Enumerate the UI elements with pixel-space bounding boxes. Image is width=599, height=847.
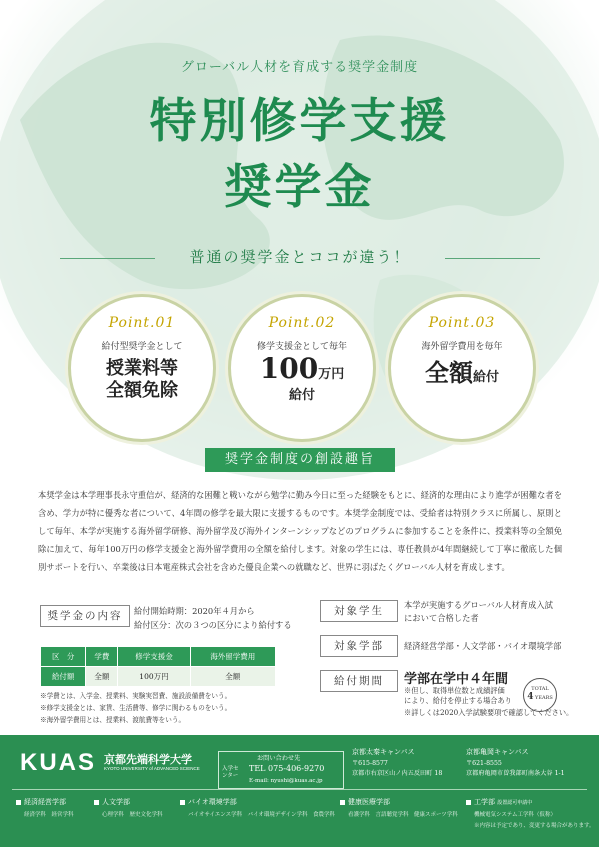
subtitle: グローバル人材を育成する奨学金制度	[180, 60, 419, 75]
point-highlight-2: 全額免除	[106, 380, 178, 401]
contact-title: お問い合わせ先	[257, 755, 301, 762]
tagline: 普通の奨学金とココが違う！	[189, 248, 411, 266]
content-label: 奨学金の内容	[40, 605, 130, 627]
dept-economics	[16, 797, 66, 807]
point-circle-02	[228, 294, 376, 442]
note-line: ※修学支援金とは、家賃、生活費等、修学に関わるものをいう。	[40, 704, 232, 712]
contact-tel: TEL 075-406-9270	[249, 764, 325, 773]
tagline-right-rule	[445, 258, 540, 259]
dept-engineering-sub: 機械電気システム工学科（仮称）	[474, 812, 556, 818]
table-row-label: 給付額	[41, 667, 86, 687]
dept-engineering	[466, 797, 532, 807]
table-header-cell: 学費	[86, 647, 118, 667]
campus1-zip: 〒615-8577	[352, 760, 388, 767]
point-highlight	[391, 358, 533, 388]
dept-name: 経済経営学部	[24, 798, 66, 806]
page-title-line1: 特別修学支援	[149, 94, 450, 149]
campus2-name: 京都亀岡キャンパス	[466, 748, 529, 756]
dept-bio-sub: バイオサイエンス学科 バイオ環境デザイン学科 食農学科	[188, 812, 336, 818]
point-highlight: 授業料等	[106, 358, 178, 379]
dept-name: 工学部	[474, 798, 495, 806]
content-division: 給付区分：次の３つの区分により給付する	[134, 620, 292, 630]
period-main: 学部在学中４年間	[404, 672, 509, 687]
period-note-1: ※但し、取得単位数と成績評価	[404, 686, 505, 695]
point-amount-unit: 万円	[318, 367, 345, 382]
point-caption: 給付型奨学金として	[101, 342, 183, 352]
table-header-row	[41, 647, 276, 667]
dept-name: 人文学部	[102, 798, 130, 806]
university-name-en: KYOTO UNIVERSITY of ADVANCED SCIENCE	[104, 766, 200, 771]
table-cell: 全額	[190, 667, 275, 687]
dept-health-sub: 看護学科 言語聴覚学科 健康スポーツ学科	[348, 812, 458, 818]
notes	[40, 690, 290, 726]
content-start: 給付開始時期：2020年４月から	[134, 606, 255, 616]
footer	[0, 735, 599, 847]
badge-number: 4	[527, 692, 534, 702]
point-caption: 海外留学費用を毎年	[421, 342, 503, 352]
campus1-name: 京都太秦キャンパス	[352, 748, 415, 756]
target-students-text-2: において合格した者	[404, 613, 479, 623]
table-row	[41, 667, 276, 687]
point-amount-suffix: 給付	[288, 388, 315, 403]
point-amount	[231, 354, 373, 384]
target-students-text: 本学が実施するグローバル人材育成入試	[404, 600, 553, 610]
point-amount-number: 100	[259, 352, 319, 385]
table-cell: 100万円	[118, 667, 190, 687]
badge-top: TOTAL	[531, 686, 549, 692]
table-cell: 全額	[86, 667, 118, 687]
square-bullet-icon	[94, 800, 99, 805]
target-faculties-text: 経済経営学部・人文学部・バイオ環境学部	[404, 641, 562, 651]
point-highlight-unit: 給付	[472, 370, 499, 385]
square-bullet-icon	[466, 800, 471, 805]
university-name: 京都先端科学大学	[104, 754, 192, 766]
contact-dept: 入学センター	[222, 766, 239, 779]
contact-email: E-mail: nyushi@kuas.ac.jp	[249, 778, 323, 784]
square-bullet-icon	[340, 800, 345, 805]
period-note-2: により、給付を停止する場合あり	[404, 696, 512, 705]
dept-bio	[180, 797, 237, 807]
period-label: 給付期間	[320, 670, 398, 692]
square-bullet-icon	[16, 800, 21, 805]
note-line: ※学費とは、入学金、授業料、実験実習費、施設設備費をいう。	[40, 692, 232, 700]
campus2-zip: 〒621-8555	[466, 760, 502, 767]
note-line: ※海外留学費用とは、授業料、渡航費等をいう。	[40, 716, 186, 724]
dept-economics-sub: 経済学科 経営学科	[24, 812, 74, 818]
point-circle-03	[388, 294, 536, 442]
point-caption: 修学支援金として毎年	[256, 342, 347, 352]
point-highlight-main: 全額	[424, 358, 473, 387]
target-students-label: 対象学生	[320, 600, 398, 622]
page-title-line2: 奨学金	[224, 160, 375, 215]
badge-unit: YEARS	[535, 695, 553, 701]
kuas-logo: KUAS	[20, 749, 97, 776]
dept-name: バイオ環境学部	[188, 798, 237, 806]
footer-divider	[12, 789, 587, 790]
body-paragraph: 本奨学金は本学理事長永守重信が、経済的な困難と戦いながら勉学に勤み今日に至った経験をもとに、経済的な理由により進学が困難な者を含め、学力が特に優秀な者について、4年間の修学を最大限に支援するものです。本奨学金制度では、受給者は特別クラスに所属し、原則として毎年、本学が実施する海外留学研修、海外留学及び海外インターンシップなどのプログラムに参加することを条件に、授業料等の全額免除に加えて、毎年100万円の修学支援金と海外留学費用の全額を給付します。対象の学生には、専任教員が4年間継続して丁寧に徹底した個別サポートを行い、卒業後は日本電産株式会社を含めた優良企業への就職など、世界に羽ばたくグローバル人材を育成します。	[38, 490, 562, 572]
dept-humanities	[94, 797, 130, 807]
benefit-table	[40, 646, 276, 687]
point-label: Point.02	[268, 315, 336, 331]
point-label: Point.01	[108, 315, 176, 331]
dept-engineering-note: 設置認可申請中	[497, 800, 533, 806]
dept-health	[340, 797, 390, 807]
contact-box	[218, 751, 344, 789]
campus1-address: 京都市右京区山ノ内五反田町 18	[352, 770, 443, 777]
target-faculties-label: 対象学部	[320, 635, 398, 657]
point-label: Point.03	[428, 315, 496, 331]
dept-humanities-sub: 心理学科 歴史文化学科	[102, 812, 163, 818]
founding-purpose-heading: 奨学金制度の創設趣旨	[205, 448, 395, 472]
square-bullet-icon	[180, 800, 185, 805]
footer-disclaimer: ※内容は予定であり、変更する場合があります。	[474, 823, 595, 829]
total-4-years-badge	[523, 678, 557, 712]
dept-name: 健康医療学部	[348, 798, 390, 806]
table-header-cell: 海外留学費用	[190, 647, 275, 667]
tagline-row	[60, 246, 540, 270]
table-header-cell: 修学支援金	[118, 647, 190, 667]
badge-mid	[524, 693, 556, 702]
campus2-address: 京都府亀岡市曽我部町南条大谷 1-1	[466, 770, 565, 777]
period-note-3: ※詳しくは2020入学試験要項で確認してください。	[404, 708, 574, 717]
point-circle-01	[68, 294, 216, 442]
table-header-cell: 区 分	[41, 647, 86, 667]
